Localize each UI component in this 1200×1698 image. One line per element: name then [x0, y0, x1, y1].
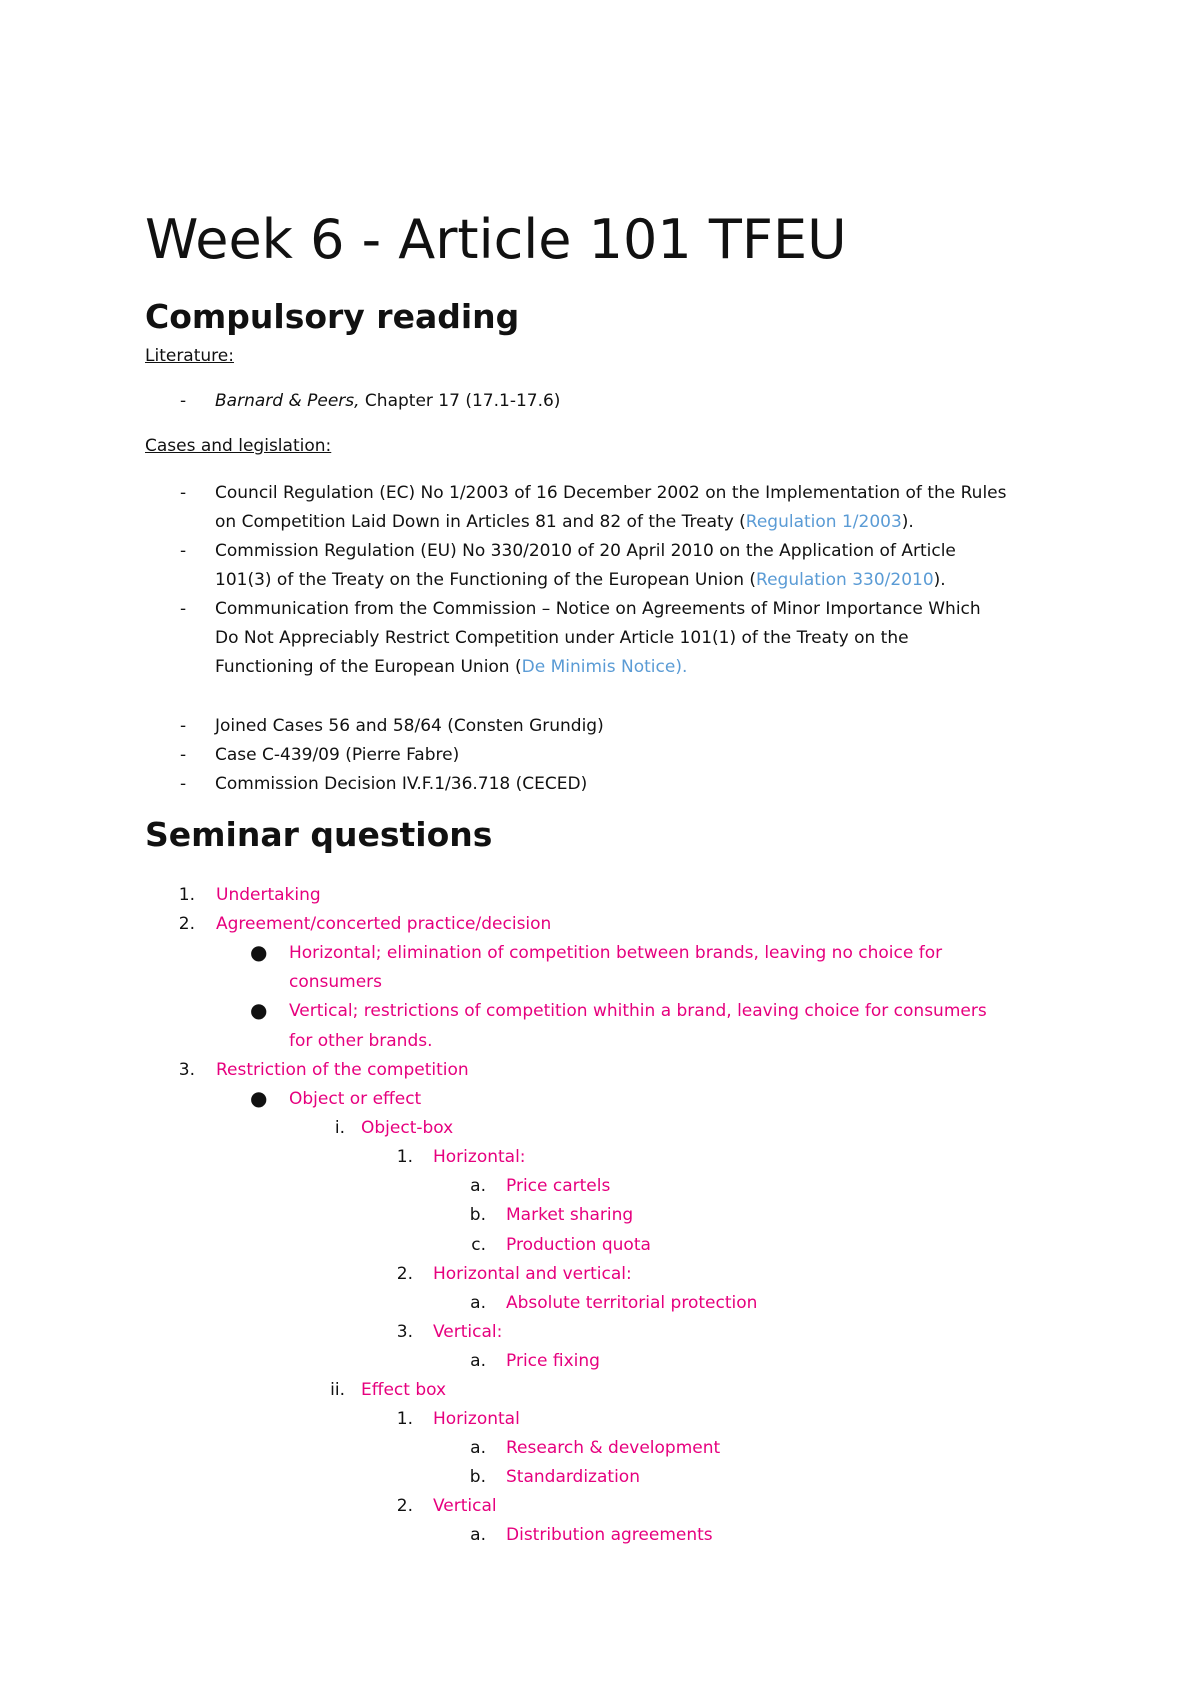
question-3-bullet-object-or-effect: Object or effect: [289, 1089, 422, 1109]
literature-label: Literature:: [145, 346, 234, 366]
question-3: Restriction of the competition: [216, 1060, 469, 1080]
list-letter: c.: [471, 1235, 486, 1255]
effect-horizontal-label: Horizontal: [433, 1409, 520, 1429]
effect-vertical-label: Vertical: [433, 1496, 497, 1516]
list-letter: b.: [469, 1205, 486, 1225]
effect-vertical-item-distribution: Distribution agreements: [506, 1525, 713, 1545]
object-horizontal-vertical-label: Horizontal and vertical:: [433, 1264, 632, 1284]
legislation-item-2-line-2: 101(3) of the Treaty on the Functioning of the European Union (Regulation 330/2010).: [215, 570, 946, 590]
bullet-icon: ●: [250, 940, 268, 964]
regulation-1-2003-link[interactable]: Regulation 1/2003: [745, 512, 902, 532]
object-vertical-item-price-fixing: Price fixing: [506, 1351, 600, 1371]
bullet-icon: ●: [250, 998, 268, 1022]
list-letter: a.: [470, 1525, 486, 1545]
list-letter: a.: [470, 1176, 486, 1196]
object-horizontal-label: Horizontal:: [433, 1147, 526, 1167]
legislation-item-3-line-2: Do Not Appreciably Restrict Competition under Article 101(1) of the Treaty on the: [215, 628, 909, 648]
list-dash: -: [180, 716, 187, 736]
list-dash: -: [180, 391, 187, 411]
object-hv-item-territorial-protection: Absolute territorial protection: [506, 1293, 758, 1313]
effect-box-label: Effect box: [361, 1380, 447, 1400]
object-horizontal-item-price-cartels: Price cartels: [506, 1176, 611, 1196]
list-letter: a.: [470, 1293, 486, 1313]
list-number: 2.: [178, 914, 195, 934]
legislation-item-3-line-3: Functioning of the European Union (De Minimis Notice).: [215, 657, 688, 677]
de-minimis-notice-link[interactable]: De Minimis Notice).: [521, 657, 688, 677]
case-item-3: Commission Decision IV.F.1/36.718 (CECED): [215, 774, 588, 794]
effect-horizontal-item-standardization: Standardization: [506, 1467, 640, 1487]
list-dash: -: [180, 774, 187, 794]
object-horizontal-item-production-quota: Production quota: [506, 1235, 651, 1255]
heading-compulsory-reading: Compulsory reading: [145, 297, 520, 336]
object-box-label: Object-box: [361, 1118, 454, 1138]
literature-author: Barnard & Peers,: [215, 391, 360, 411]
question-2: Agreement/concerted practice/decision: [216, 914, 552, 934]
case-item-1: Joined Cases 56 and 58/64 (Consten Grundig): [215, 716, 604, 736]
object-horizontal-item-market-sharing: Market sharing: [506, 1205, 634, 1225]
list-number: 1.: [178, 885, 195, 905]
cases-legislation-label: Cases and legislation:: [145, 436, 332, 456]
legislation-item-2-line-1: Commission Regulation (EU) No 330/2010 of 20 April 2010 on the Application of Article: [215, 541, 956, 561]
list-number: 2.: [396, 1496, 413, 1516]
roman-numeral: ii.: [330, 1380, 345, 1400]
roman-numeral: i.: [334, 1118, 345, 1138]
bullet-icon: ●: [250, 1086, 268, 1110]
list-number: 3.: [396, 1322, 413, 1342]
literature-item: [215, 391, 560, 411]
question-2-bullet-2-line-1: Vertical; restrictions of competition whithin a brand, leaving choice for consumers: [289, 1001, 987, 1021]
heading-seminar-questions: Seminar questions: [145, 815, 493, 854]
legislation-item-3-line-1: Communication from the Commission – Notice on Agreements of Minor Importance Which: [215, 599, 981, 619]
list-letter: a.: [470, 1438, 486, 1458]
question-2-bullet-1-line-1: Horizontal; elimination of competition between brands, leaving no choice for: [289, 943, 943, 963]
list-number: 1.: [396, 1147, 413, 1167]
list-dash: -: [180, 541, 187, 561]
case-item-2: Case C-439/09 (Pierre Fabre): [215, 745, 460, 765]
question-2-bullet-2-line-2: for other brands.: [289, 1031, 433, 1051]
list-letter: b.: [469, 1467, 486, 1487]
list-dash: -: [180, 745, 187, 765]
literature-detail: Chapter 17 (17.1-17.6): [359, 391, 561, 411]
legislation-item-1-line-1: Council Regulation (EC) No 1/2003 of 16 December 2002 on the Implementation of the Rules: [215, 483, 1007, 503]
legislation-item-1-line-2: on Competition Laid Down in Articles 81 and 82 of the Treaty (Regulation 1/2003).: [215, 512, 914, 532]
question-1: Undertaking: [216, 885, 321, 905]
regulation-330-2010-link[interactable]: Regulation 330/2010: [756, 570, 934, 590]
question-2-bullet-1-line-2: consumers: [289, 972, 383, 992]
page-title: Week 6 - Article 101 TFEU: [145, 208, 847, 271]
list-dash: -: [180, 483, 187, 503]
effect-horizontal-item-rd: Research & development: [506, 1438, 721, 1458]
list-number: 1.: [396, 1409, 413, 1429]
list-letter: a.: [470, 1351, 486, 1371]
list-dash: -: [180, 599, 187, 619]
list-number: 3.: [178, 1060, 195, 1080]
object-vertical-label: Vertical:: [433, 1322, 503, 1342]
list-number: 2.: [396, 1264, 413, 1284]
